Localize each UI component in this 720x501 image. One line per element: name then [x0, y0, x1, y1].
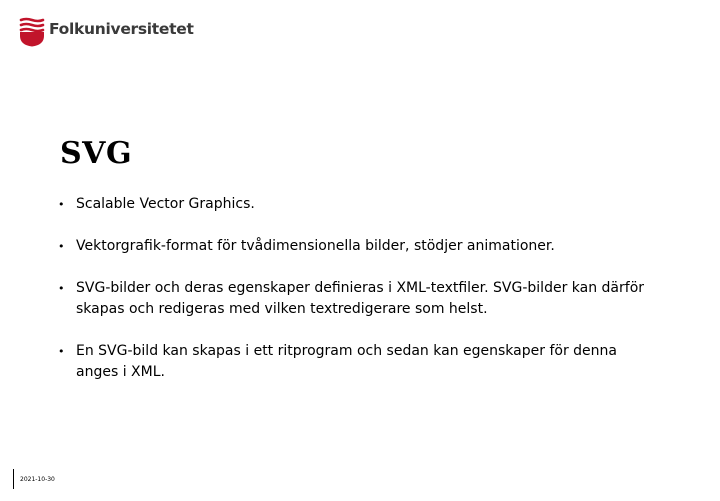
bullet-text: SVG-bilder och deras egenskaper definieras i XML-textfiler. SVG-bilder kan därför skapas och redigeras med vilken textredigerare som helst.: [76, 280, 645, 317]
footer-divider: [13, 469, 14, 489]
footer-date: 2021-10-30: [20, 475, 55, 483]
bullet-item-3: [56, 278, 656, 320]
slide-title: SVG: [60, 136, 133, 171]
bullet-text: Vektorgrafik-format för tvådimensionella bilder, stödjer animationer.: [76, 238, 555, 254]
bullet-dot-icon: •: [58, 282, 65, 295]
brand-name: Folkuniversitetet: [49, 20, 194, 38]
bullet-item-1: [56, 194, 656, 215]
bullet-dot-icon: •: [58, 345, 65, 358]
folkuniversitetet-logo-icon: [19, 17, 45, 47]
bullet-item-4: [56, 341, 656, 383]
bullet-text: En SVG-bild kan skapas i ett ritprogram och sedan kan egenskaper för denna anges i XML.: [76, 343, 617, 380]
bullet-dot-icon: •: [58, 198, 65, 211]
brand-logo: [19, 16, 194, 48]
slide-footer: [13, 469, 55, 489]
bullet-list: [56, 194, 656, 404]
bullet-text: Scalable Vector Graphics.: [76, 196, 255, 212]
bullet-dot-icon: •: [58, 240, 65, 253]
bullet-item-2: [56, 236, 656, 257]
